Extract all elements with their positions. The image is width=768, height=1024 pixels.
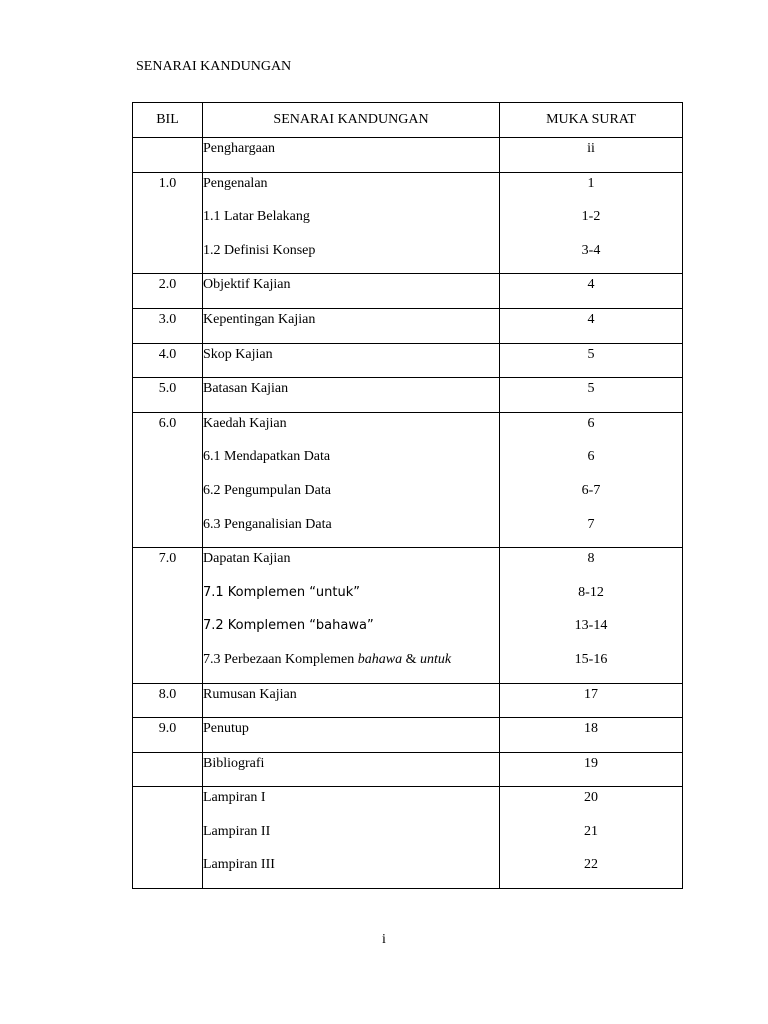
page-cell: [500, 718, 683, 753]
item-cell: [203, 548, 500, 683]
page-ref: 5: [587, 381, 595, 397]
entry-title-part: 7.3 Perbezaan Komplemen: [203, 651, 358, 667]
page-ref: 6-7: [581, 482, 601, 498]
table-header-row: [133, 103, 683, 138]
item-cell: [203, 138, 500, 173]
table-row: [133, 412, 683, 547]
page-cell: [500, 308, 683, 343]
page-ref: 18: [584, 721, 598, 737]
bil-number: [133, 787, 202, 821]
page-cell: [500, 787, 683, 889]
item-cell: [203, 683, 500, 718]
table-row: [133, 172, 683, 274]
page-ref: 6: [587, 449, 595, 465]
entry-title: Lampiran III: [203, 857, 275, 873]
bil-number: 5.0: [158, 381, 177, 397]
entry-title: Objektif Kajian: [203, 277, 291, 293]
bil-cell: [133, 683, 203, 718]
entry-title: 7.1 Komplemen “untuk”: [203, 584, 361, 600]
page-ref: 21: [584, 823, 598, 839]
bil-cell: [133, 412, 203, 547]
item-cell: [203, 718, 500, 753]
entry-title: Pengenalan: [203, 175, 268, 191]
table-row: [133, 308, 683, 343]
page-cell: [500, 683, 683, 718]
page-ref: 20: [584, 790, 598, 806]
table-row: [133, 752, 683, 787]
table-row: [133, 378, 683, 413]
table-row: [133, 683, 683, 718]
entry-title-part: &: [402, 651, 420, 667]
bil-cell: [133, 172, 203, 274]
entry-title: Dapatan Kajian: [203, 551, 291, 567]
entry-title-part: bahawa: [357, 651, 403, 667]
bil-cell: [133, 308, 203, 343]
item-cell: [203, 787, 500, 889]
page-cell: [500, 274, 683, 309]
entry-title-part: untuk: [419, 651, 452, 667]
page-ref: 7: [587, 516, 595, 532]
bil-cell: [133, 752, 203, 787]
item-cell: [203, 274, 500, 309]
entry-title: 6.2 Pengumpulan Data: [203, 482, 331, 498]
bil-number: 6.0: [158, 415, 177, 431]
item-cell: [203, 412, 500, 547]
page-ref: 1-2: [581, 209, 601, 225]
entry-title: Lampiran II: [203, 823, 271, 839]
entry-title: Batasan Kajian: [203, 381, 289, 397]
entry-title: 6.3 Penganalisian Data: [203, 516, 332, 532]
bil-cell: [133, 274, 203, 309]
table-row: [133, 343, 683, 378]
page-ref: 19: [584, 755, 598, 771]
item-cell: [203, 343, 500, 378]
entry-title: Rumusan Kajian: [203, 686, 297, 702]
bil-cell: [133, 343, 203, 378]
page-cell: [500, 138, 683, 173]
page-ref: 8-12: [578, 584, 604, 600]
page-ref: 8: [587, 551, 595, 567]
header-bil: BIL: [133, 103, 203, 138]
table-row: [133, 548, 683, 683]
page-cell: [500, 548, 683, 683]
page-cell: [500, 378, 683, 413]
page-number: i: [382, 932, 386, 947]
page-ref: 6: [587, 415, 595, 431]
page-title: SENARAI KANDUNGAN: [136, 59, 292, 74]
entry-title: Skop Kajian: [203, 346, 273, 362]
entry-title: 6.1 Mendapatkan Data: [203, 449, 331, 465]
table-row: [133, 138, 683, 173]
item-cell: [203, 378, 500, 413]
page-ref: ii: [587, 141, 595, 156]
bil-number: [133, 138, 202, 172]
item-cell: [203, 752, 500, 787]
page-ref: 3-4: [581, 242, 601, 258]
page-ref: 17: [584, 686, 598, 702]
bil-number: 8.0: [158, 686, 177, 702]
page-cell: [500, 172, 683, 274]
bil-number: 9.0: [158, 721, 177, 737]
entry-title: Lampiran I: [203, 790, 266, 806]
bil-cell: [133, 718, 203, 753]
entry-title: 7.2 Komplemen “bahawa”: [203, 618, 374, 634]
entry-title: Kepentingan Kajian: [203, 311, 316, 327]
table-row: [133, 274, 683, 309]
table-row: [133, 787, 683, 889]
entry-title: Penutup: [203, 721, 249, 737]
item-cell: [203, 308, 500, 343]
header-item: SENARAI KANDUNGAN: [203, 103, 500, 138]
page-cell: [500, 412, 683, 547]
bil-number: [133, 753, 202, 787]
bil-number: 4.0: [158, 346, 177, 362]
table-row: [133, 718, 683, 753]
bil-number: 7.0: [158, 551, 177, 567]
bil-number: 1.0: [158, 175, 177, 191]
bil-number: 3.0: [158, 311, 177, 327]
entry-title: 1.2 Definisi Konsep: [203, 242, 316, 258]
page-ref: 13-14: [574, 618, 608, 634]
page-ref: 22: [584, 857, 598, 873]
page-cell: [500, 752, 683, 787]
page-ref: 4: [587, 277, 595, 293]
header-page: MUKA SURAT: [500, 103, 683, 138]
entry-title: 1.1 Latar Belakang: [203, 209, 310, 225]
item-cell: [203, 172, 500, 274]
bil-cell: [133, 548, 203, 683]
page-cell: [500, 343, 683, 378]
entry-title: [203, 649, 499, 683]
entry-title: Kaedah Kajian: [203, 415, 287, 431]
bil-number: 2.0: [158, 277, 177, 293]
page-ref: 4: [587, 311, 595, 327]
page-ref: 5: [587, 346, 595, 362]
bil-cell: [133, 787, 203, 889]
bil-cell: [133, 378, 203, 413]
page-ref: 1: [587, 175, 595, 191]
contents-table: [132, 102, 683, 889]
page-ref: 15-16: [574, 651, 608, 667]
entry-title: Penghargaan: [203, 141, 276, 156]
entry-title: Bibliografi: [203, 755, 265, 771]
bil-cell: [133, 138, 203, 173]
